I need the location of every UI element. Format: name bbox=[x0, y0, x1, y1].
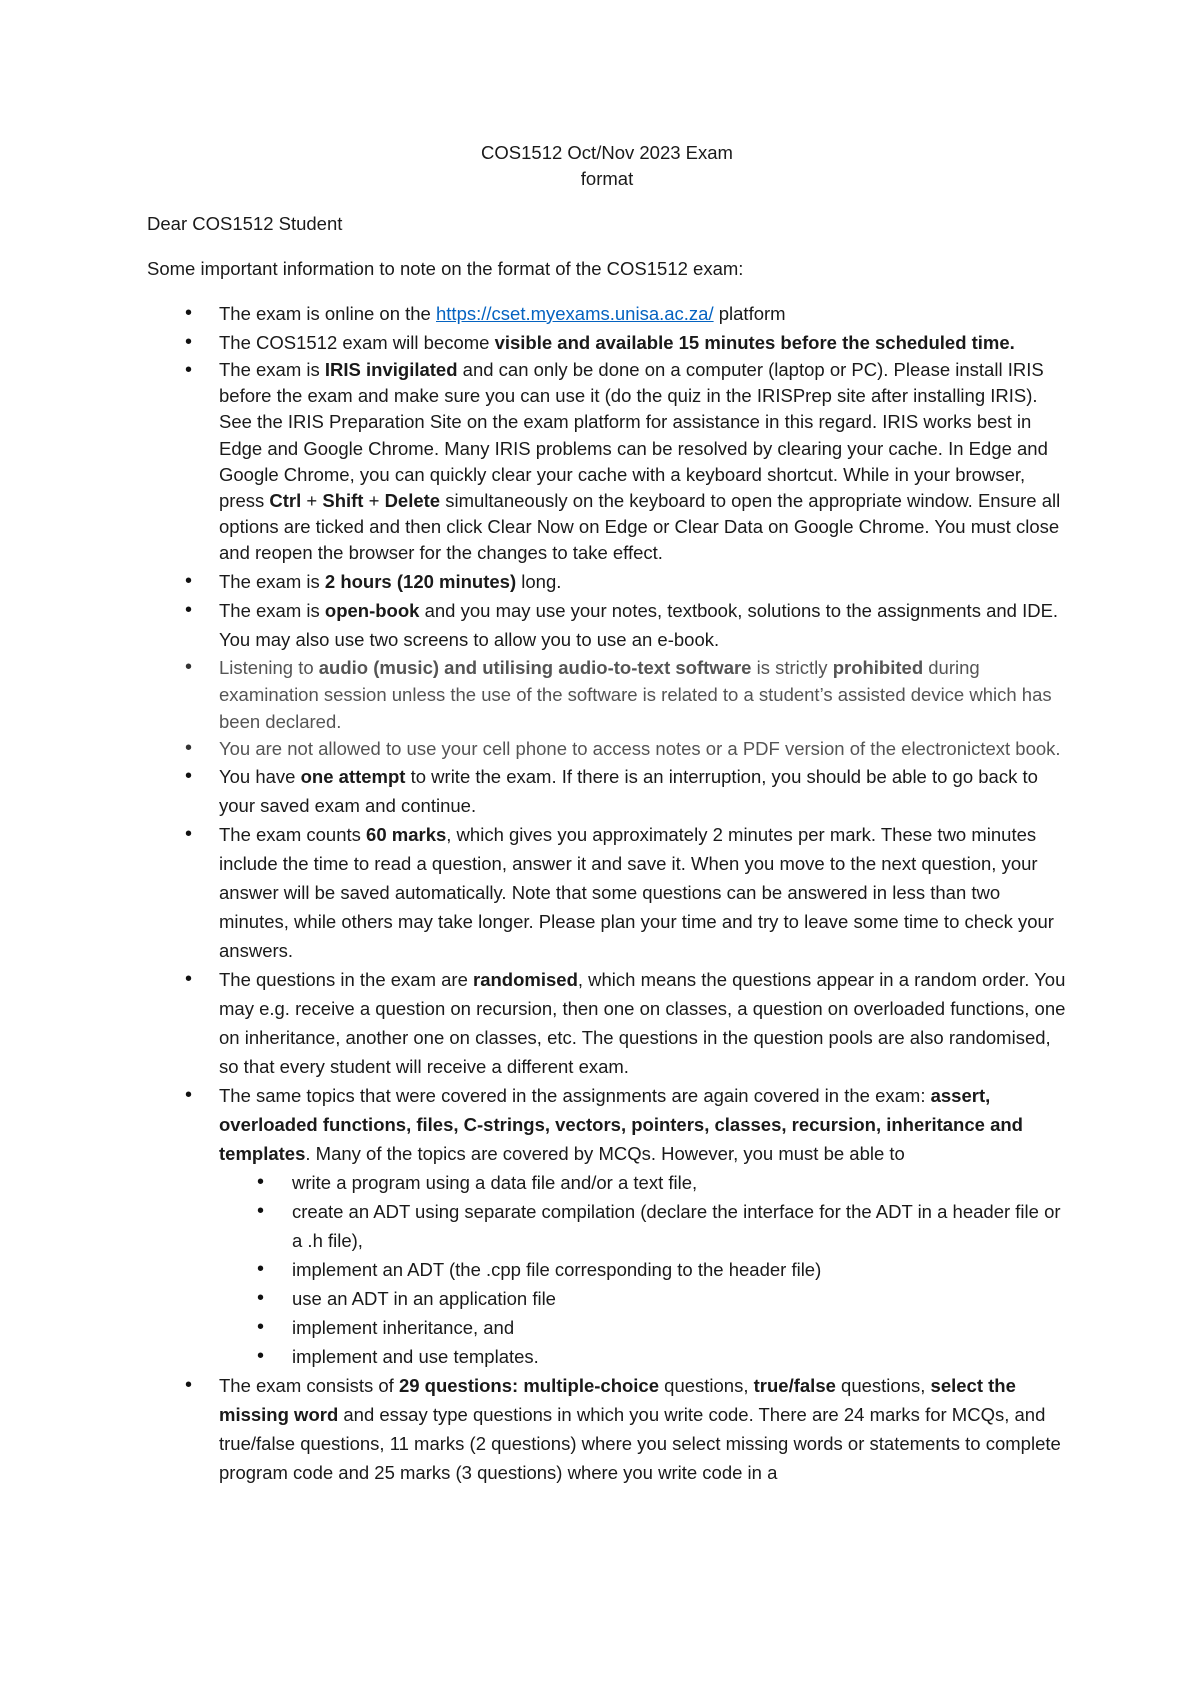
list-item-randomised: • The questions in the exam are randomised, which means the questions appear in a random order. You may e.g. receive a question on recursion, then one on classes, a question on overloaded functions, one on inheritance, another one on classes, etc. The questions in the question pools are also randomised, so that every student will receive a different exam. bbox=[147, 965, 1067, 1081]
list-item-iris: • The exam is IRIS invigilated and can only be done on a computer (laptop or PC). Please install IRIS before the exam and make sure you can use it (do the quiz in the IRISPrep site after installing IRIS). See the IRIS Preparation Site on the exam platform for assistance in this regard. IRIS works best in Edge and Google Chrome. Many IRIS problems can be resolved by clearing your cache. In Edge and Google Chrome, you can quickly clear your cache with a keyboard shortcut. While in your browser, press Ctrl + Shift + Delete simultaneously on the keyboard to open the appropriate window. Ensure all options are ticked and then click Clear Now on Edge or Clear Data on Google Chrome. You must close and reopen the browser for the changes to take effect. bbox=[147, 357, 1067, 567]
list-item-topics: • The same topics that were covered in the assignments are again covered in the exam: assert, overloaded functions, files, C-strings, vectors, pointers, classes, recursion, inheritance and templates. Many of the topics are covered by MCQs. However, you must be able to • write a program using a data file and/or a text file, • create an ADT using separate compilation (declare the interface for the ADT in a header file or a .h file), • implement an ADT (the .cpp file corresponding to the header file) • use an ADT in an application file • implement inheritance, and • implement and use templates. bbox=[147, 1081, 1067, 1371]
sub-list-item: • implement an ADT (the .cpp file corresponding to the header file) bbox=[219, 1255, 1067, 1284]
list-item-audio: • Listening to audio (music) and utilising audio-to-text software is strictly prohibited during examination session unless the use of the software is related to a student’s assisted device which has been declared. bbox=[147, 654, 1067, 735]
document-title bbox=[147, 140, 1067, 192]
intro-text: Some important information to note on the format of the COS1512 exam: bbox=[147, 258, 744, 279]
skills-sublist bbox=[219, 1168, 1067, 1371]
list-item-attempt: • You have one attempt to write the exam. If there is an interruption, you should be able to go back to your saved exam and continue. bbox=[147, 762, 1067, 820]
sub-list-item: • implement inheritance, and bbox=[219, 1313, 1067, 1342]
document-page bbox=[147, 140, 1067, 1487]
sub-list-item: • implement and use templates. bbox=[219, 1342, 1067, 1371]
greeting: Dear COS1512 Student bbox=[147, 213, 343, 234]
sub-list-item: • write a program using a data file and/or a text file, bbox=[219, 1168, 1067, 1197]
list-item-visibility: • The COS1512 exam will become visible and available 15 minutes before the scheduled time. bbox=[147, 328, 1067, 357]
info-list bbox=[147, 299, 1067, 1487]
list-item-marks: • The exam counts 60 marks, which gives you approximately 2 minutes per mark. These two minutes include the time to read a question, answer it and save it. When you move to the next question, your answer will be saved automatically. Note that some questions can be answered in less than two minutes, while others may take longer. Please plan your time and try to leave some time to check your answers. bbox=[147, 820, 1067, 965]
list-item-duration: • The exam is 2 hours (120 minutes) long. bbox=[147, 567, 1067, 596]
sub-list-item: • create an ADT using separate compilation (declare the interface for the ADT in a header file or a .h file), bbox=[219, 1197, 1067, 1255]
list-item-open-book: • The exam is open-book and you may use your notes, textbook, solutions to the assignments and IDE. You may also use two screens to allow you to use an e-book. bbox=[147, 596, 1067, 654]
sub-list-item: • use an ADT in an application file bbox=[219, 1284, 1067, 1313]
title-line-1: COS1512 Oct/Nov 2023 Exam bbox=[481, 142, 733, 163]
list-item-cellphone: • You are not allowed to use your cell phone to access notes or a PDF version of the electronictext book. bbox=[147, 735, 1067, 762]
exam-platform-link[interactable]: https://cset.myexams.unisa.ac.za/ bbox=[436, 303, 714, 324]
title-line-2: format bbox=[580, 168, 634, 189]
list-item-platform: • The exam is online on the https://cset.myexams.unisa.ac.za/ platform bbox=[147, 299, 1067, 328]
list-item-question-types: • The exam consists of 29 questions: multiple-choice questions, true/false questions, select the missing word and essay type questions in which you write code. There are 24 marks for MCQs, and true/false questions, 11 marks (2 questions) where you select missing words or statements to complete program code and 25 marks (3 questions) where you write code in a bbox=[147, 1371, 1067, 1487]
